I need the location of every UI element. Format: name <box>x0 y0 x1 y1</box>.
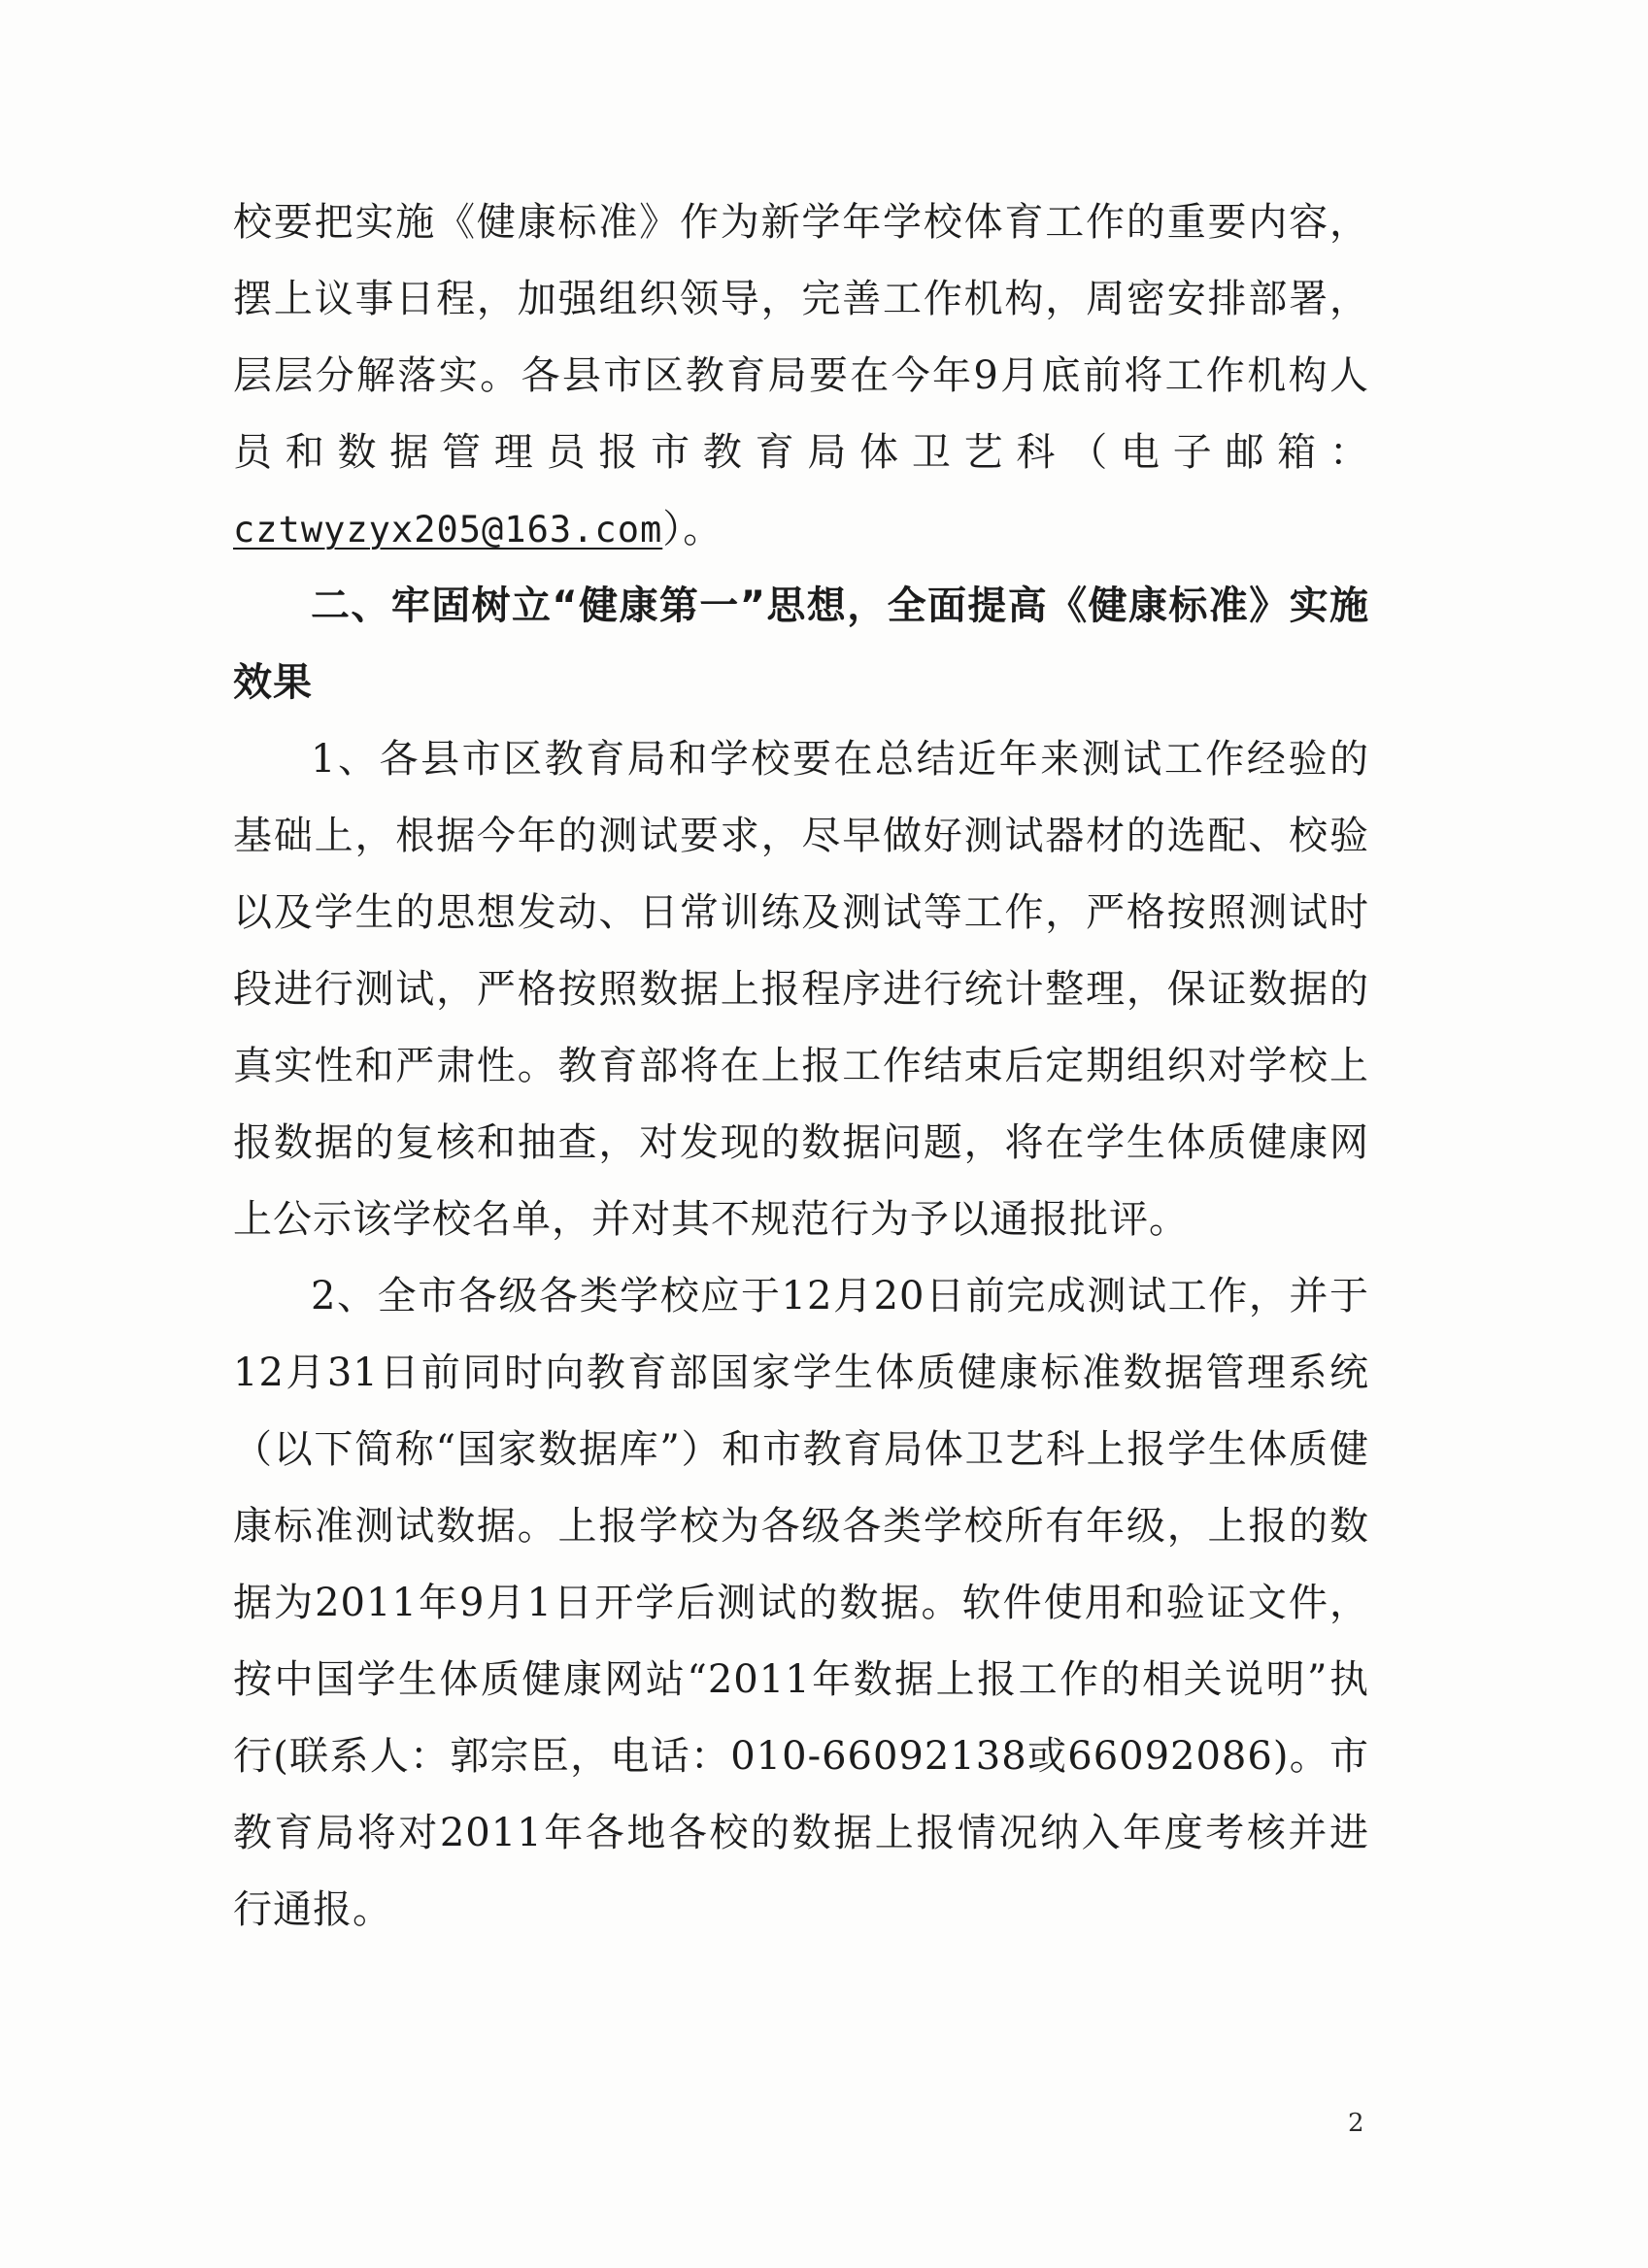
paragraph-continuation-tail: ）。 <box>662 507 723 551</box>
paragraph-continuation <box>233 184 1369 568</box>
paragraph-item-2: 2、全市各级各类学校应于12月20日前完成测试工作，并于12月31日前同时向教育部国家学生体质健康标准数据管理系统（以下简称“国家数据库”）和市教育局体卫艺科上报学生体质健康标准测试数据。上报学校为各级各类学校所有年级，上报的数据为2011年9月1日开学后测试的数据。软件使用和验证文件，按中国学生体质健康网站“2011年数据上报工作的相关说明”执行(联系人：郭宗臣，电话：010-66092138或66092086)。市教育局将对2011年各地各校的数据上报情况纳入年度考核并进行通报。 <box>233 1274 1369 1932</box>
email-address: cztwyzyx205@163.com <box>233 509 663 550</box>
section-heading-2: 二、牢固树立“健康第一”思想，全面提高《健康标准》实施效果 <box>233 584 1369 705</box>
page-number: 2 <box>1348 2109 1364 2138</box>
paragraph-continuation-text: 校要把实施《健康标准》作为新学年学校体育工作的重要内容，摆上议事日程，加强组织领导，完善工作机构，周密安排部署，层层分解落实。各县市区教育局要在今年9月底前将工作机构人员和数据管理员报市教育局体卫艺科（电子邮箱： <box>233 200 1369 475</box>
paragraph-item-1: 1、各县市区教育局和学校要在总结近年来测试工作经验的基础上，根据今年的测试要求，尽早做好测试器材的选配、校验以及学生的思想发动、日常训练及测试等工作，严格按照测试时段进行测试，严格按照数据上报程序进行统计整理，保证数据的真实性和严肃性。教育部将在上报工作结束后定期组织对学校上报数据的复核和抽查，对发现的数据问题，将在学生体质健康网上公示该学校名单，并对其不规范行为予以通报批评。 <box>233 737 1369 1242</box>
document-body <box>233 184 1369 1949</box>
